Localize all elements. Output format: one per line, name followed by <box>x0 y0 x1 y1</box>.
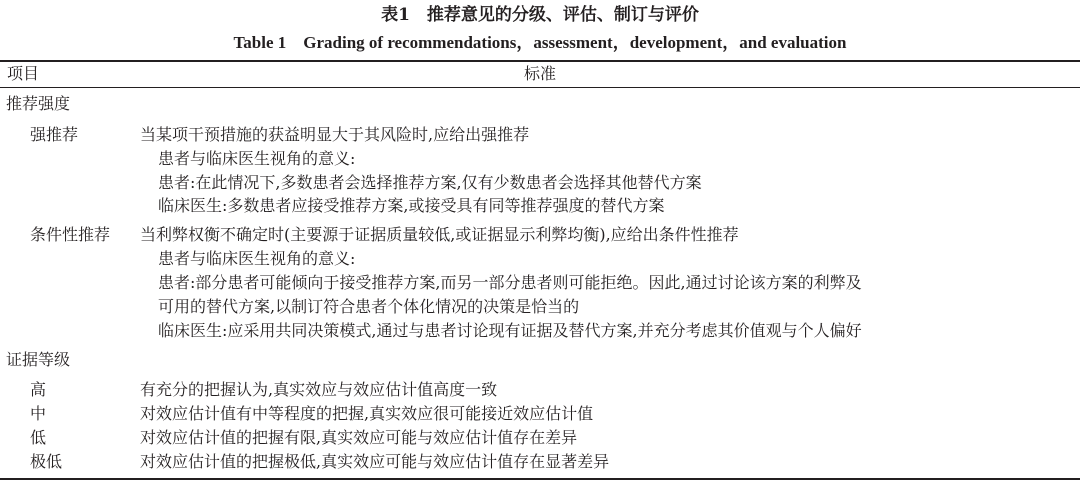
header-standard: 标准 <box>523 64 556 83</box>
strong-definition: 当某项干预措施的获益明显大于其风险时,应给出强推荐 <box>140 125 530 144</box>
table-title-english: Table 1 Grading of recommendations，assessment，development，and evaluation <box>233 33 847 52</box>
row-label-moderate: 中 <box>30 404 47 423</box>
moderate-definition: 对效应估计值有中等程度的把握,真实效应很可能接近效应估计值 <box>140 404 594 423</box>
row-label-very-low: 极低 <box>30 452 63 471</box>
strong-patient-text: 患者:在此情况下,多数患者会选择推荐方案,仅有少数患者会选择其他替代方案 <box>158 173 702 192</box>
conditional-patient-text: 患者:部分患者可能倾向于接受推荐方案,而另一部分患者则可能拒绝。因此,通过讨论该方案的利弊及 <box>158 273 862 292</box>
high-definition: 有充分的把握认为,真实效应与效应估计值高度一致 <box>140 380 498 399</box>
section-heading-recommendation-strength: 推荐强度 <box>6 94 71 113</box>
conditional-patient-text-continued: 可用的替代方案,以制订符合患者个体化情况的决策是恰当的 <box>158 297 580 316</box>
conditional-meaning-heading: 患者与临床医生视角的意义: <box>158 249 356 268</box>
very-low-definition: 对效应估计值的把握极低,真实效应可能与效应估计值存在显著差异 <box>140 452 610 471</box>
row-label-strong: 强推荐 <box>30 125 79 144</box>
row-label-conditional: 条件性推荐 <box>30 225 111 244</box>
strong-clinician-text: 临床医生:多数患者应接受推荐方案,或接受具有同等推荐强度的替代方案 <box>158 196 665 215</box>
conditional-clinician-text: 临床医生:应采用共同决策模式,通过与患者讨论现有证据及替代方案,并充分考虑其价值观与个人偏好 <box>158 321 862 340</box>
table-top-rule <box>0 60 1080 62</box>
section-heading-evidence-level: 证据等级 <box>6 350 71 369</box>
table-header-rule <box>0 87 1080 88</box>
low-definition: 对效应估计值的把握有限,真实效应可能与效应估计值存在差异 <box>140 428 578 447</box>
table-title-chinese: 表1 推荐意见的分级、评估、制订与评价 <box>381 5 699 25</box>
row-label-low: 低 <box>30 428 47 447</box>
conditional-definition: 当利弊权衡不确定时(主要源于证据质量较低,或证据显示利弊均衡),应给出条件性推荐 <box>140 225 739 244</box>
strong-meaning-heading: 患者与临床医生视角的意义: <box>158 149 356 168</box>
table-bottom-rule <box>0 478 1080 480</box>
row-label-high: 高 <box>30 380 47 399</box>
header-item: 项目 <box>7 64 40 83</box>
